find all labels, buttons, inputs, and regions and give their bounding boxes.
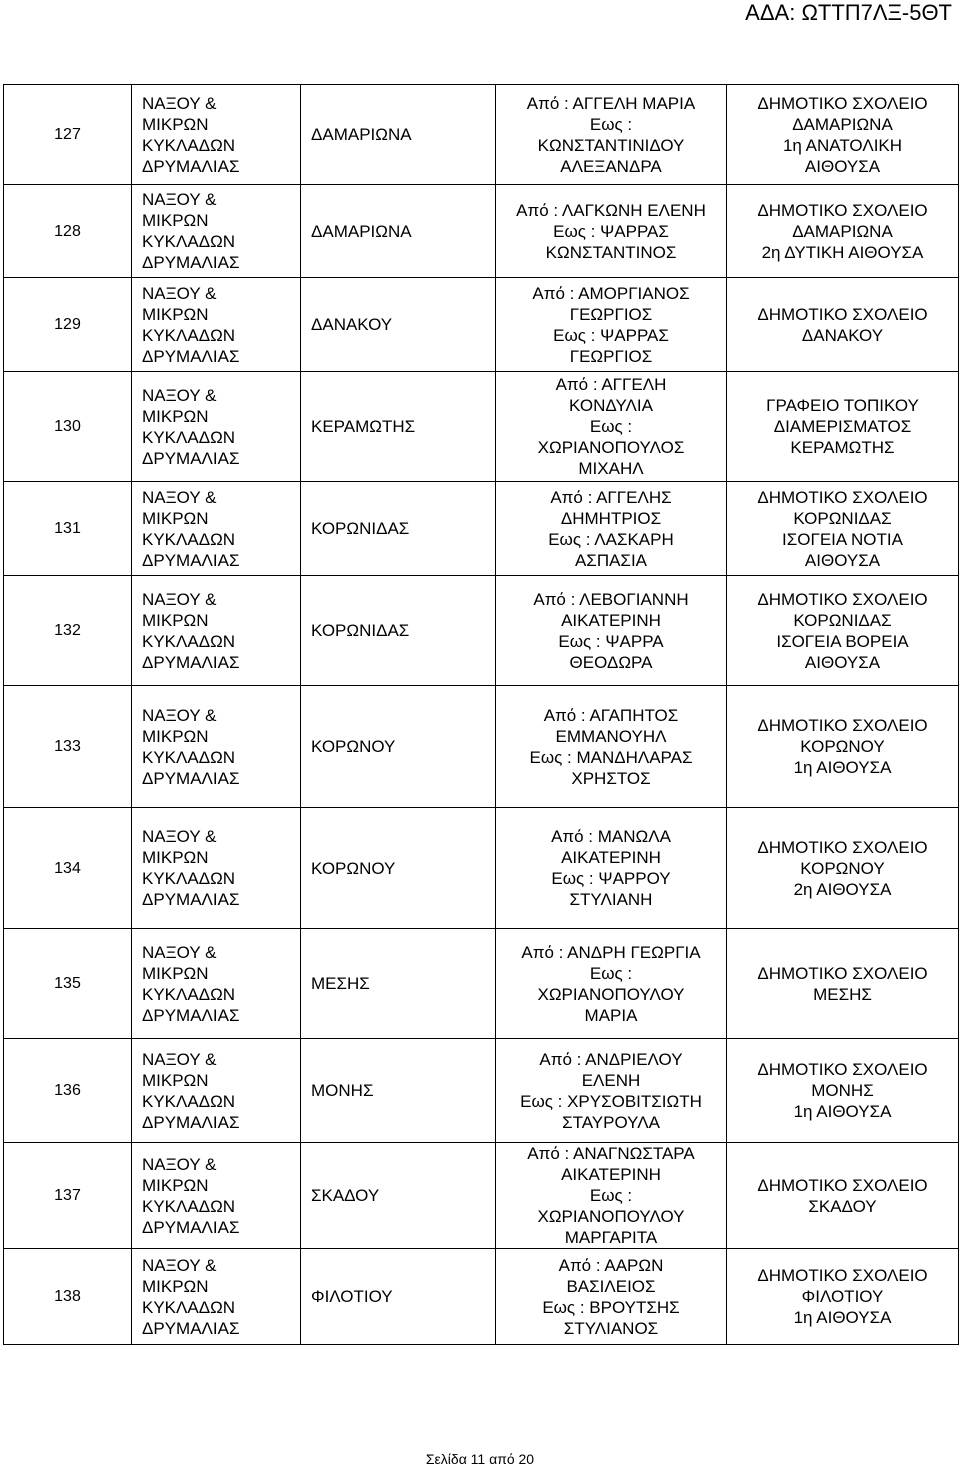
region-cell-line: ΚΥΚΛΑΔΩΝ bbox=[142, 232, 236, 251]
place-cell-line: ΔΑΜΑΡΙΩΝΑ bbox=[311, 125, 412, 144]
name-range-cell-line: ΧΩΡΙΑΝΟΠΟΥΛΟΥ bbox=[537, 1207, 685, 1226]
venue-cell-line: ΑΙΘΟΥΣΑ bbox=[804, 550, 881, 570]
venue-cell-line: ΔΗΜΟΤΙΚΟ ΣΧΟΛΕΙΟ bbox=[757, 200, 928, 220]
name-range-cell-line: ΣΤΑΥΡΟΥΛΑ bbox=[562, 1112, 660, 1132]
row-number: 129 bbox=[4, 278, 132, 372]
row-number: 134 bbox=[4, 808, 132, 929]
region-cell-line: ΝΑΞΟΥ & bbox=[142, 705, 217, 725]
venue-cell-line: ΚΟΡΩΝΙΔΑΣ bbox=[793, 508, 892, 528]
name-range-cell-line: Εως : ΨΑΡΡΑΣ bbox=[553, 325, 669, 345]
venue-cell-line: ΔΗΜΟΤΙΚΟ ΣΧΟΛΕΙΟ bbox=[757, 963, 928, 983]
name-range-cell-line: ΧΩΡΙΑΝΟΠΟΥΛΟΣ bbox=[537, 438, 685, 457]
venue-cell bbox=[727, 482, 959, 576]
name-range-cell-line: ΜΑΡΙΑ bbox=[584, 1005, 638, 1025]
place-cell bbox=[301, 185, 496, 278]
name-range-cell bbox=[496, 576, 727, 686]
venue-cell bbox=[727, 1249, 959, 1345]
venue-cell-line: ΙΣΟΓΕΙΑ ΝΟΤΙΑ bbox=[782, 529, 903, 549]
name-range-cell-line: ΕΛΕΝΗ bbox=[581, 1070, 641, 1090]
place-cell bbox=[301, 1143, 496, 1249]
row-number: 127 bbox=[4, 85, 132, 185]
venue-cell-line: ΔΗΜΟΤΙΚΟ ΣΧΟΛΕΙΟ bbox=[757, 1060, 928, 1079]
region-cell-line: ΜΙΚΡΩΝ bbox=[142, 406, 209, 426]
region-cell-line: ΜΙΚΡΩΝ bbox=[142, 508, 209, 528]
name-range-cell bbox=[496, 1249, 727, 1345]
region-cell-line: ΝΑΞΟΥ & bbox=[142, 487, 217, 507]
name-range-cell-line: Εως : ΨΑΡΡΟΥ bbox=[551, 869, 671, 888]
name-range-cell-line: Εως : bbox=[589, 1186, 633, 1205]
venue-cell-line: ΚΟΡΩΝΙΔΑΣ bbox=[793, 610, 892, 630]
place-cell-line: ΚΟΡΩΝΙΔΑΣ bbox=[311, 621, 410, 640]
venue-cell-line: 1η ΑΙΘΟΥΣΑ bbox=[793, 1308, 892, 1327]
table-row bbox=[4, 1249, 959, 1345]
venue-cell bbox=[727, 686, 959, 808]
name-range-cell-line: ΔΗΜΗΤΡΙΟΣ bbox=[560, 508, 662, 528]
region-cell-line: ΚΥΚΛΑΔΩΝ bbox=[142, 529, 236, 549]
name-range-cell bbox=[496, 686, 727, 808]
venue-cell-line: ΔΑΜΑΡΙΩΝΑ bbox=[792, 114, 893, 134]
table-row bbox=[4, 808, 959, 929]
venue-cell bbox=[727, 808, 959, 929]
venue-cell-line: ΔΗΜΟΤΙΚΟ ΣΧΟΛΕΙΟ bbox=[757, 1266, 928, 1285]
region-cell-line: ΝΑΞΟΥ & bbox=[142, 942, 217, 962]
table-row bbox=[4, 686, 959, 808]
name-range-cell-line: Από : ΑΑΡΩΝ bbox=[558, 1255, 664, 1275]
name-range-cell-line: ΑΙΚΑΤΕΡΙΝΗ bbox=[561, 1165, 661, 1184]
venue-cell bbox=[727, 929, 959, 1039]
row-number: 137 bbox=[4, 1143, 132, 1249]
place-cell-line: ΚΟΡΩΝΟΥ bbox=[311, 737, 396, 756]
place-cell-line: ΔΑΝΑΚΟΥ bbox=[311, 315, 393, 334]
place-cell bbox=[301, 576, 496, 686]
venue-cell-line: ΔΗΜΟΤΙΚΟ ΣΧΟΛΕΙΟ bbox=[757, 304, 928, 324]
venue-cell-line: ΑΙΘΟΥΣΑ bbox=[804, 652, 881, 672]
place-cell-line: ΦΙΛΟΤΙΟΥ bbox=[311, 1287, 393, 1306]
region-cell-line: ΔΡΥΜΑΛΙΑΣ bbox=[142, 448, 240, 468]
venue-cell-line: ΦΙΛΟΤΙΟΥ bbox=[801, 1287, 884, 1306]
table-row bbox=[4, 576, 959, 686]
name-range-cell-line: ΜΑΡΓΑΡΙΤΑ bbox=[564, 1228, 658, 1247]
place-cell-line: ΜΕΣΗΣ bbox=[311, 974, 370, 993]
region-cell-line: ΝΑΞΟΥ & bbox=[142, 283, 217, 303]
table-row bbox=[4, 1143, 959, 1249]
region-cell bbox=[132, 1039, 301, 1143]
name-range-cell-line: ΧΩΡΙΑΝΟΠΟΥΛΟΥ bbox=[537, 984, 685, 1004]
region-cell-line: ΔΡΥΜΑΛΙΑΣ bbox=[142, 1318, 240, 1338]
place-cell-line: ΚΟΡΩΝΙΔΑΣ bbox=[311, 519, 410, 538]
page-footer: Σελίδα 11 από 20 bbox=[425, 1451, 535, 1467]
venue-cell-line: ΔΗΜΟΤΙΚΟ ΣΧΟΛΕΙΟ bbox=[757, 589, 928, 609]
name-range-cell-line: Εως : ΜΑΝΔΗΛΑΡΑΣ bbox=[529, 747, 693, 767]
place-cell bbox=[301, 929, 496, 1039]
venue-cell-line: ΣΚΑΔΟΥ bbox=[808, 1196, 877, 1216]
venue-cell bbox=[727, 1143, 959, 1249]
table-row bbox=[4, 278, 959, 372]
venue-cell-line: ΔΑΝΑΚΟΥ bbox=[801, 325, 884, 345]
region-cell-line: ΜΙΚΡΩΝ bbox=[142, 848, 209, 867]
venue-cell bbox=[727, 185, 959, 278]
row-number: 133 bbox=[4, 686, 132, 808]
place-cell bbox=[301, 686, 496, 808]
region-cell-line: ΝΑΞΟΥ & bbox=[142, 93, 217, 113]
row-number: 131 bbox=[4, 482, 132, 576]
region-cell-line: ΝΑΞΟΥ & bbox=[142, 827, 217, 846]
region-cell-line: ΝΑΞΟΥ & bbox=[142, 589, 217, 609]
name-range-cell bbox=[496, 482, 727, 576]
schedule-table-body bbox=[4, 85, 959, 1345]
table-row bbox=[4, 85, 959, 185]
region-cell-line: ΝΑΞΟΥ & bbox=[142, 1049, 217, 1069]
name-range-cell-line: ΣΤΥΛΙΑΝΟΣ bbox=[563, 1318, 659, 1338]
name-range-cell-line: Από : ΑΓΓΕΛΗ ΜΑΡΙΑ bbox=[526, 93, 696, 113]
region-cell-line: ΚΥΚΛΑΔΩΝ bbox=[142, 1196, 236, 1216]
row-number: 136 bbox=[4, 1039, 132, 1143]
place-cell bbox=[301, 372, 496, 482]
region-cell-line: ΚΥΚΛΑΔΩΝ bbox=[142, 1297, 236, 1317]
name-range-cell bbox=[496, 808, 727, 929]
venue-cell-line: ΔΗΜΟΤΙΚΟ ΣΧΟΛΕΙΟ bbox=[757, 716, 928, 735]
name-range-cell-line: ΜΙΧΑΗΛ bbox=[578, 459, 644, 478]
venue-cell-line: ΚΕΡΑΜΩΤΗΣ bbox=[790, 438, 895, 457]
place-cell-line: ΔΑΜΑΡΙΩΝΑ bbox=[311, 221, 412, 241]
name-range-cell-line: ΧΡΗΣΤΟΣ bbox=[571, 768, 651, 788]
row-number: 128 bbox=[4, 185, 132, 278]
venue-cell bbox=[727, 372, 959, 482]
name-range-cell-line: ΑΙΚΑΤΕΡΙΝΗ bbox=[561, 848, 661, 867]
region-cell-line: ΜΙΚΡΩΝ bbox=[142, 304, 209, 324]
name-range-cell-line: Εως : bbox=[589, 417, 633, 436]
place-cell-line: ΚΕΡΑΜΩΤΗΣ bbox=[311, 417, 416, 436]
region-cell-line: ΜΙΚΡΩΝ bbox=[142, 211, 209, 230]
place-cell bbox=[301, 85, 496, 185]
name-range-cell-line: Εως : ΨΑΡΡΑ bbox=[558, 631, 664, 651]
region-cell bbox=[132, 929, 301, 1039]
venue-cell-line: ΜΕΣΗΣ bbox=[813, 984, 872, 1004]
place-cell-line: ΣΚΑΔΟΥ bbox=[311, 1186, 380, 1205]
name-range-cell-line: ΣΤΥΛΙΑΝΗ bbox=[569, 890, 653, 909]
region-cell-line: ΔΡΥΜΑΛΙΑΣ bbox=[142, 1005, 240, 1025]
name-range-cell bbox=[496, 85, 727, 185]
name-range-cell bbox=[496, 1143, 727, 1249]
venue-cell-line: ΔΗΜΟΤΙΚΟ ΣΧΟΛΕΙΟ bbox=[757, 487, 928, 507]
ada-code: ΑΔΑ: ΩΤΤΠ7ΛΞ-5ΘΤ bbox=[745, 0, 952, 25]
name-range-cell-line: Από : ΛΑΓΚΩΝΗ ΕΛΕΝΗ bbox=[516, 200, 706, 220]
region-cell-line: ΚΥΚΛΑΔΩΝ bbox=[142, 747, 236, 767]
name-range-cell-line: Εως : ΧΡΥΣΟΒΙΤΣΙΩΤΗ bbox=[520, 1091, 702, 1111]
name-range-cell-line: Από : ΑΝΑΓΝΩΣΤΑΡΑ bbox=[527, 1144, 695, 1163]
name-range-cell bbox=[496, 372, 727, 482]
region-cell-line: ΚΥΚΛΑΔΩΝ bbox=[142, 427, 236, 447]
region-cell bbox=[132, 1249, 301, 1345]
region-cell-line: ΚΥΚΛΑΔΩΝ bbox=[142, 135, 236, 155]
region-cell-line: ΜΙΚΡΩΝ bbox=[142, 114, 209, 134]
name-range-cell-line: Από : ΑΓΑΠΗΤΟΣ bbox=[543, 705, 679, 725]
table-row bbox=[4, 1039, 959, 1143]
region-cell bbox=[132, 686, 301, 808]
table-row bbox=[4, 372, 959, 482]
region-cell bbox=[132, 185, 301, 278]
name-range-cell-line: ΒΑΣΙΛΕΙΟΣ bbox=[566, 1276, 656, 1296]
region-cell-line: ΔΡΥΜΑΛΙΑΣ bbox=[142, 1217, 240, 1237]
name-range-cell-line: ΚΩΝΣΤΑΝΤΙΝΙΔΟΥ bbox=[537, 135, 685, 155]
region-cell-line: ΚΥΚΛΑΔΩΝ bbox=[142, 869, 236, 888]
name-range-cell bbox=[496, 929, 727, 1039]
table-row bbox=[4, 929, 959, 1039]
region-cell-line: ΝΑΞΟΥ & bbox=[142, 1255, 217, 1275]
name-range-cell-line: ΕΜΜΑΝΟΥΗΛ bbox=[555, 726, 667, 746]
name-range-cell-line: Από : ΑΝΔΡΗ ΓΕΩΡΓΙΑ bbox=[521, 942, 701, 962]
name-range-cell-line: Από : ΑΝΔΡΙΕΛΟΥ bbox=[539, 1049, 683, 1069]
venue-cell-line: 2η ΑΙΘΟΥΣΑ bbox=[793, 879, 892, 899]
region-cell bbox=[132, 808, 301, 929]
name-range-cell-line: Από : ΛΕΒΟΓΙΑΝΝΗ bbox=[533, 589, 689, 609]
region-cell-line: ΜΙΚΡΩΝ bbox=[142, 726, 209, 746]
name-range-cell-line: ΓΕΩΡΓΙΟΣ bbox=[569, 304, 653, 324]
name-range-cell-line: Από : ΑΓΓΕΛΗ bbox=[555, 375, 667, 394]
name-range-cell-line: ΑΙΚΑΤΕΡΙΝΗ bbox=[561, 610, 661, 630]
name-range-cell bbox=[496, 278, 727, 372]
region-cell-line: ΜΙΚΡΩΝ bbox=[142, 1070, 209, 1090]
region-cell-line: ΝΑΞΟΥ & bbox=[142, 1154, 217, 1174]
venue-cell bbox=[727, 576, 959, 686]
place-cell bbox=[301, 482, 496, 576]
region-cell-line: ΔΡΥΜΑΛΙΑΣ bbox=[142, 890, 240, 909]
name-range-cell-line: Εως : ΛΑΣΚΑΡΗ bbox=[548, 529, 674, 549]
name-range-cell-line: Από : ΑΜΟΡΓΙΑΝΟΣ bbox=[532, 283, 690, 303]
place-cell-line: ΜΟΝΗΣ bbox=[311, 1081, 374, 1100]
place-cell bbox=[301, 278, 496, 372]
region-cell-line: ΔΡΥΜΑΛΙΑΣ bbox=[142, 1112, 240, 1132]
venue-cell-line: ΚΟΡΩΝΟΥ bbox=[800, 737, 885, 756]
region-cell-line: ΚΥΚΛΑΔΩΝ bbox=[142, 1091, 236, 1111]
venue-cell-line: 1η ΑΝΑΤΟΛΙΚΗ bbox=[782, 135, 903, 155]
region-cell-line: ΚΥΚΛΑΔΩΝ bbox=[142, 984, 236, 1004]
region-cell-line: ΜΙΚΡΩΝ bbox=[142, 1175, 209, 1195]
table-row bbox=[4, 482, 959, 576]
name-range-cell bbox=[496, 1039, 727, 1143]
row-number: 130 bbox=[4, 372, 132, 482]
name-range-cell-line: ΚΟΝΔΥΛΙΑ bbox=[569, 396, 653, 415]
name-range-cell-line: ΑΣΠΑΣΙΑ bbox=[574, 550, 648, 570]
place-cell bbox=[301, 1249, 496, 1345]
name-range-cell-line: ΘΕΟΔΩΡΑ bbox=[569, 652, 653, 672]
region-cell bbox=[132, 482, 301, 576]
name-range-cell-line: Εως : ΨΑΡΡΑΣ bbox=[553, 221, 669, 241]
name-range-cell-line: Από : ΜΑΝΩΛΑ bbox=[551, 827, 671, 846]
table-row bbox=[4, 185, 959, 278]
region-cell-line: ΔΡΥΜΑΛΙΑΣ bbox=[142, 156, 240, 176]
region-cell-line: ΔΡΥΜΑΛΙΑΣ bbox=[142, 652, 240, 672]
name-range-cell-line: ΓΕΩΡΓΙΟΣ bbox=[569, 346, 653, 366]
venue-cell-line: ΚΟΡΩΝΟΥ bbox=[800, 858, 885, 878]
place-cell bbox=[301, 808, 496, 929]
region-cell bbox=[132, 1143, 301, 1249]
row-number: 135 bbox=[4, 929, 132, 1039]
venue-cell-line: ΜΟΝΗΣ bbox=[811, 1081, 874, 1100]
name-range-cell bbox=[496, 185, 727, 278]
name-range-cell-line: Εως : bbox=[589, 963, 633, 983]
region-cell bbox=[132, 85, 301, 185]
region-cell bbox=[132, 372, 301, 482]
region-cell-line: ΚΥΚΛΑΔΩΝ bbox=[142, 325, 236, 345]
venue-cell-line: ΙΣΟΓΕΙΑ ΒΟΡΕΙΑ bbox=[776, 631, 909, 651]
region-cell-line: ΔΡΥΜΑΛΙΑΣ bbox=[142, 550, 240, 570]
region-cell-line: ΔΡΥΜΑΛΙΑΣ bbox=[142, 253, 240, 272]
venue-cell-line: ΔΗΜΟΤΙΚΟ ΣΧΟΛΕΙΟ bbox=[757, 837, 928, 857]
venue-cell bbox=[727, 1039, 959, 1143]
region-cell-line: ΜΙΚΡΩΝ bbox=[142, 610, 209, 630]
name-range-cell-line: Εως : ΒΡΟΥΤΣΗΣ bbox=[542, 1297, 680, 1317]
venue-cell-line: 2η ΔΥΤΙΚΗ ΑΙΘΟΥΣΑ bbox=[761, 242, 924, 262]
region-cell-line: ΝΑΞΟΥ & bbox=[142, 190, 217, 209]
venue-cell-line: ΔΙΑΜΕΡΙΣΜΑΤΟΣ bbox=[773, 417, 912, 436]
region-cell-line: ΔΡΥΜΑΛΙΑΣ bbox=[142, 346, 240, 366]
name-range-cell-line: ΚΩΝΣΤΑΝΤΙΝΟΣ bbox=[545, 242, 677, 262]
schedule-table bbox=[3, 84, 959, 1345]
region-cell-line: ΝΑΞΟΥ & bbox=[142, 385, 217, 405]
row-number: 138 bbox=[4, 1249, 132, 1345]
venue-cell-line: ΔΑΜΑΡΙΩΝΑ bbox=[792, 221, 893, 241]
region-cell-line: ΔΡΥΜΑΛΙΑΣ bbox=[142, 768, 240, 788]
venue-cell bbox=[727, 85, 959, 185]
name-range-cell-line: Εως : bbox=[589, 114, 633, 134]
region-cell-line: ΚΥΚΛΑΔΩΝ bbox=[142, 631, 236, 651]
venue-cell-line: 1η ΑΙΘΟΥΣΑ bbox=[793, 758, 892, 777]
venue-cell-line: ΔΗΜΟΤΙΚΟ ΣΧΟΛΕΙΟ bbox=[757, 93, 928, 113]
place-cell bbox=[301, 1039, 496, 1143]
venue-cell-line: ΑΙΘΟΥΣΑ bbox=[804, 156, 881, 176]
region-cell bbox=[132, 278, 301, 372]
region-cell-line: ΜΙΚΡΩΝ bbox=[142, 963, 209, 983]
name-range-cell-line: Από : ΑΓΓΕΛΗΣ bbox=[550, 487, 672, 507]
venue-cell-line: ΓΡΑΦΕΙΟ ΤΟΠΙΚΟΥ bbox=[766, 396, 919, 415]
venue-cell bbox=[727, 278, 959, 372]
place-cell-line: ΚΟΡΩΝΟΥ bbox=[311, 858, 396, 878]
name-range-cell-line: ΑΛΕΞΑΝΔΡΑ bbox=[560, 156, 662, 176]
region-cell bbox=[132, 576, 301, 686]
venue-cell-line: 1η ΑΙΘΟΥΣΑ bbox=[793, 1102, 892, 1121]
row-number: 132 bbox=[4, 576, 132, 686]
region-cell-line: ΜΙΚΡΩΝ bbox=[142, 1276, 209, 1296]
venue-cell-line: ΔΗΜΟΤΙΚΟ ΣΧΟΛΕΙΟ bbox=[757, 1175, 928, 1195]
